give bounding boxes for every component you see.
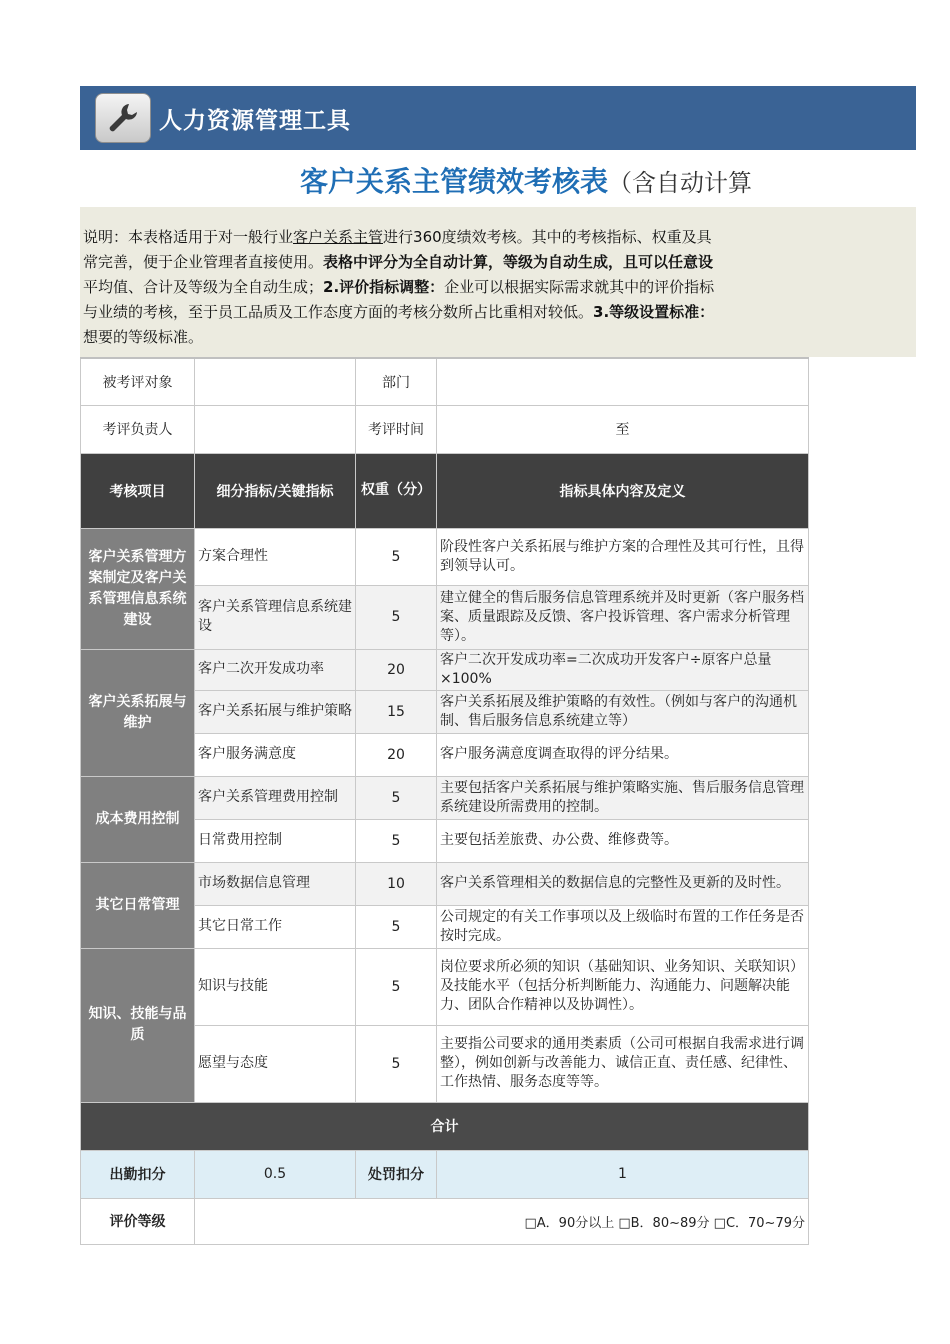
weight-cell: 5	[356, 528, 437, 585]
definition-cell: 客户二次开发成功率=二次成功开发客户÷原客户总量×100%	[437, 649, 809, 690]
info-row-owner	[81, 405, 809, 453]
header-item: 考核项目	[81, 453, 195, 528]
grade-row	[81, 1198, 809, 1244]
definition-cell: 主要指公司要求的通用类素质（公司可根据自我需求进行调整），例如创新与改善能力、诚信正直、责任感、纪律性、工作热情、服务态度等等。	[437, 1025, 809, 1102]
description-bold: 3.等级设置标准：	[593, 303, 715, 321]
weight-cell: 10	[356, 862, 437, 905]
weight-cell: 5	[356, 905, 437, 948]
grade-label: 评价等级	[81, 1198, 195, 1244]
table-row	[81, 528, 809, 585]
category-cell: 客户关系管理方案制定及客户关系管理信息系统建设	[81, 528, 195, 649]
header-weight: 权重（分）	[356, 453, 437, 528]
wrench-icon	[95, 93, 151, 143]
definition-cell: 公司规定的有关工作事项以及上级临时布置的工作任务是否按时完成。	[437, 905, 809, 948]
header-row	[81, 453, 809, 528]
subject-input[interactable]	[195, 358, 356, 405]
category-cell: 客户关系拓展与维护	[81, 649, 195, 776]
description-line-5	[83, 325, 808, 350]
deduction-row	[81, 1150, 809, 1198]
evaluation-table	[80, 357, 809, 1245]
definition-cell: 客户关系管理相关的数据信息的完整性及更新的及时性。	[437, 862, 809, 905]
description-underline: 客户关系主管	[293, 228, 384, 246]
indicator-cell: 知识与技能	[195, 948, 356, 1025]
page-title-sub: （含自动计算	[608, 169, 753, 197]
indicator-cell: 客户关系管理信息系统建设	[195, 585, 356, 649]
description-line-2	[83, 250, 808, 275]
description-line-4	[83, 300, 808, 325]
grade-options[interactable]: □A．90分以上 □B．80~89分 □C．70~79分	[195, 1198, 809, 1244]
indicator-cell: 愿望与态度	[195, 1025, 356, 1102]
definition-cell: 主要包括差旅费、办公费、维修费等。	[437, 819, 809, 862]
description-text: 常完善，便于企业管理者直接使用。	[83, 253, 324, 271]
definition-cell: 主要包括客户关系拓展与维护策略实施、售后服务信息管理系统建设所需费用的控制。	[437, 776, 809, 819]
header-definition: 指标具体内容及定义	[437, 453, 809, 528]
page-title	[300, 160, 920, 204]
description-text: 平均值、合计及等级为全自动生成；	[83, 278, 324, 296]
indicator-cell: 市场数据信息管理	[195, 862, 356, 905]
indicator-cell: 客户二次开发成功率	[195, 649, 356, 690]
description-box	[80, 207, 916, 357]
table-row	[81, 948, 809, 1025]
page-title-main: 客户关系主管绩效考核表	[300, 165, 609, 198]
description-text: 进行360度绩效考核。其中的考核指标、权重及具	[383, 228, 712, 246]
indicator-cell: 方案合理性	[195, 528, 356, 585]
definition-cell: 阶段性客户关系拓展与维护方案的合理性及其可行性，且得到领导认可。	[437, 528, 809, 585]
indicator-cell: 客户服务满意度	[195, 733, 356, 776]
dept-input[interactable]	[437, 358, 809, 405]
description-text: 企业可以根据实际需求就其中的评价指标	[444, 278, 715, 296]
definition-cell: 建立健全的售后服务信息管理系统并及时更新（客户服务档案、质量跟踪及反馈、客户投诉管理、客户需求分析管理等）。	[437, 585, 809, 649]
description-text: 与业绩的考核，至于员工品质及工作态度方面的考核分数所占比重相对较低。	[83, 303, 594, 321]
penalty-value[interactable]: 1	[437, 1150, 809, 1198]
owner-input[interactable]	[195, 405, 356, 453]
indicator-cell: 客户关系拓展与维护策略	[195, 690, 356, 733]
definition-cell: 岗位要求所必须的知识（基础知识、业务知识、关联知识）及技能水平（包括分析判断能力、沟通能力、问题解决能力、团队合作精神以及协调性）。	[437, 948, 809, 1025]
description-line-1	[83, 225, 808, 250]
subject-label: 被考评对象	[81, 358, 195, 405]
penalty-label: 处罚扣分	[356, 1150, 437, 1198]
time-input[interactable]: 至	[437, 405, 809, 453]
tool-banner	[80, 86, 916, 150]
header-indicator: 细分指标/关键指标	[195, 453, 356, 528]
indicator-cell: 日常费用控制	[195, 819, 356, 862]
category-cell: 其它日常管理	[81, 862, 195, 948]
total-label: 合计	[81, 1102, 809, 1150]
weight-cell: 5	[356, 948, 437, 1025]
total-row	[81, 1102, 809, 1150]
indicator-cell: 其它日常工作	[195, 905, 356, 948]
weight-cell: 20	[356, 649, 437, 690]
description-line-3	[83, 275, 808, 300]
description-text: 想要的等级标准。	[83, 328, 204, 346]
indicator-cell: 客户关系管理费用控制	[195, 776, 356, 819]
dept-label: 部门	[356, 358, 437, 405]
weight-cell: 15	[356, 690, 437, 733]
weight-cell: 5	[356, 1025, 437, 1102]
time-label: 考评时间	[356, 405, 437, 453]
category-cell: 知识、技能与品质	[81, 948, 195, 1102]
weight-cell: 20	[356, 733, 437, 776]
weight-cell: 5	[356, 776, 437, 819]
table-row	[81, 862, 809, 905]
definition-cell: 客户服务满意度调查取得的评分结果。	[437, 733, 809, 776]
description-bold: 表格中评分为全自动计算，等级为自动生成，且可以任意设	[323, 253, 714, 271]
attendance-label: 出勤扣分	[81, 1150, 195, 1198]
description-bold: 2.评价指标调整：	[323, 278, 445, 296]
owner-label: 考评负责人	[81, 405, 195, 453]
definition-cell: 客户关系拓展及维护策略的有效性。（例如与客户的沟通机制、售后服务信息系统建立等）	[437, 690, 809, 733]
table-row	[81, 776, 809, 819]
table-row	[81, 649, 809, 690]
info-row-subject	[81, 358, 809, 405]
banner-title: 人力资源管理工具	[159, 107, 351, 134]
weight-cell: 5	[356, 819, 437, 862]
description-text: 说明：本表格适用于对一般行业	[83, 228, 294, 246]
category-cell: 成本费用控制	[81, 776, 195, 862]
weight-cell: 5	[356, 585, 437, 649]
attendance-value[interactable]: 0.5	[195, 1150, 356, 1198]
